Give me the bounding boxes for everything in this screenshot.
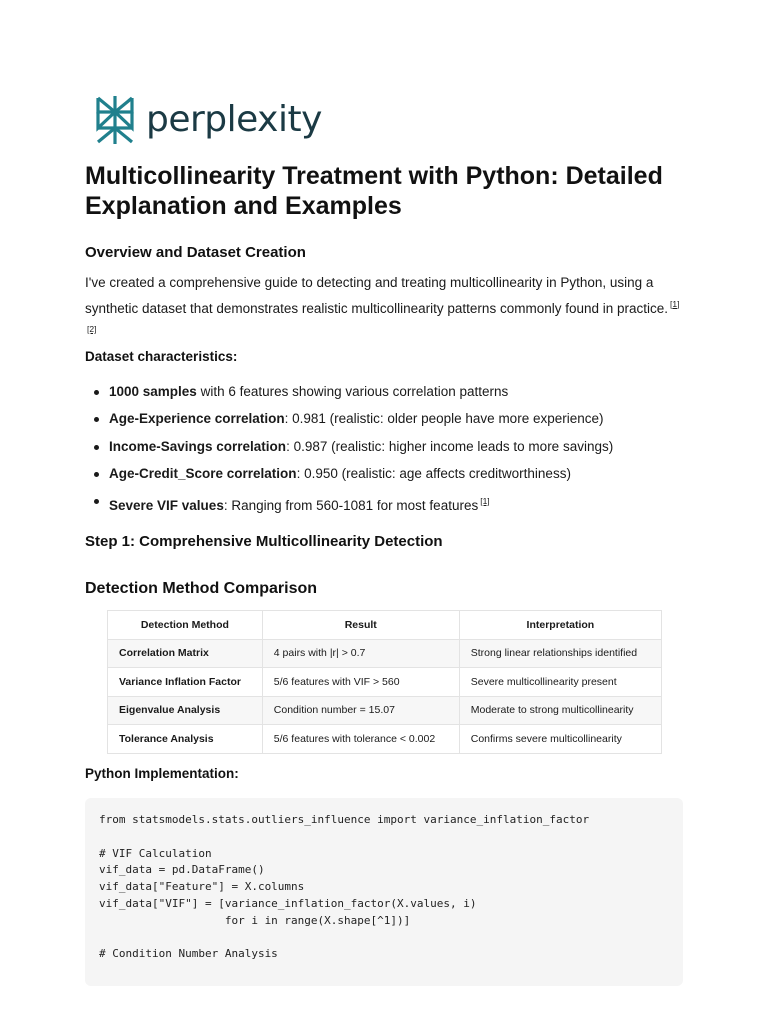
table-row <box>108 639 662 668</box>
overview-text: I've created a comprehensive guide to detecting and treating multicollinearity in Python, using a synthetic dataset that demonstrates realistic multicollinearity patterns commonly found in practice. <box>85 275 669 316</box>
citation-link[interactable]: [1] <box>480 496 490 507</box>
detection-method-table <box>107 610 662 754</box>
citation-link[interactable]: [1] <box>670 298 680 309</box>
list-item-text: : 0.981 (realistic: older people have more experience) <box>284 411 604 427</box>
table-cell-interpretation: Severe multicollinearity present <box>459 668 661 697</box>
brand-name: perplexity <box>146 99 322 140</box>
list-item-key: 1000 samples <box>109 384 197 399</box>
table-row <box>108 696 662 725</box>
table-row <box>108 668 662 697</box>
list-item-text: : 0.987 (realistic: higher income leads to more savings) <box>286 438 614 454</box>
list-item-key: Age-Experience correlation <box>109 411 285 427</box>
list-item-text: : 0.950 (realistic: age affects creditworthiness) <box>296 465 571 481</box>
table-cell-interpretation: Moderate to strong multicollinearity <box>459 696 661 725</box>
list-item-text: with 6 features showing various correlation patterns <box>196 384 509 399</box>
table-cell-method: Tolerance Analysis <box>108 725 263 754</box>
table-cell-method: Eigenvalue Analysis <box>108 696 263 725</box>
column-header: Detection Method <box>108 611 263 640</box>
section-heading-step1: Step 1: Comprehensive Multicollinearity Detection <box>85 533 443 550</box>
column-header: Interpretation <box>459 611 661 640</box>
column-header: Result <box>262 611 459 640</box>
section-heading-comparison: Detection Method Comparison <box>85 580 318 597</box>
list-item-text: : Ranging from 560-1081 for most features <box>223 498 479 514</box>
table-cell-result: Condition number = 15.07 <box>262 696 459 725</box>
overview-paragraph <box>85 273 685 345</box>
characteristics-label: Dataset characteristics: <box>85 349 238 364</box>
list-item-key: Income-Savings correlation <box>109 438 287 454</box>
table-cell-result: 5/6 features with VIF > 560 <box>262 668 459 697</box>
table-cell-interpretation: Strong linear relationships identified <box>459 639 661 668</box>
list-item <box>85 464 685 491</box>
citation-link[interactable]: [2] <box>87 324 97 334</box>
table-row <box>108 725 662 754</box>
list-item <box>85 409 685 436</box>
table-cell-method: Variance Inflation Factor <box>108 668 263 697</box>
implementation-label: Python Implementation: <box>85 766 239 781</box>
section-heading-overview: Overview and Dataset Creation <box>85 244 306 261</box>
list-item <box>85 491 685 518</box>
table-header-row <box>108 611 662 640</box>
page-title: Multicollinearity Treatment with Python: Detailed Explanation and Examples <box>85 162 663 220</box>
table-cell-interpretation: Confirms severe multicollinearity <box>459 725 661 754</box>
brand-logo <box>94 94 322 146</box>
list-item-key: Age-Credit_Score correlation <box>109 465 297 481</box>
list-item <box>85 437 685 464</box>
table-cell-result: 4 pairs with |r| > 0.7 <box>262 639 459 668</box>
table-cell-result: 5/6 features with tolerance < 0.002 <box>262 725 459 754</box>
table-cell-method: Correlation Matrix <box>108 639 263 668</box>
code-block[interactable]: from statsmodels.stats.outliers_influence import variance_inflation_factor # VIF Calculation vif_data = pd.DataFrame() vif_data["Feature"] = X.columns vif_data["VIF"] = [variance_inflation_factor(X.values, i) for i in range(X.shape[^1])] # Condition Number Analysis <box>85 798 683 986</box>
list-item-key: Severe VIF values <box>109 498 224 514</box>
perplexity-logo-icon <box>94 94 136 146</box>
characteristics-list <box>85 382 685 518</box>
list-item <box>85 382 685 409</box>
